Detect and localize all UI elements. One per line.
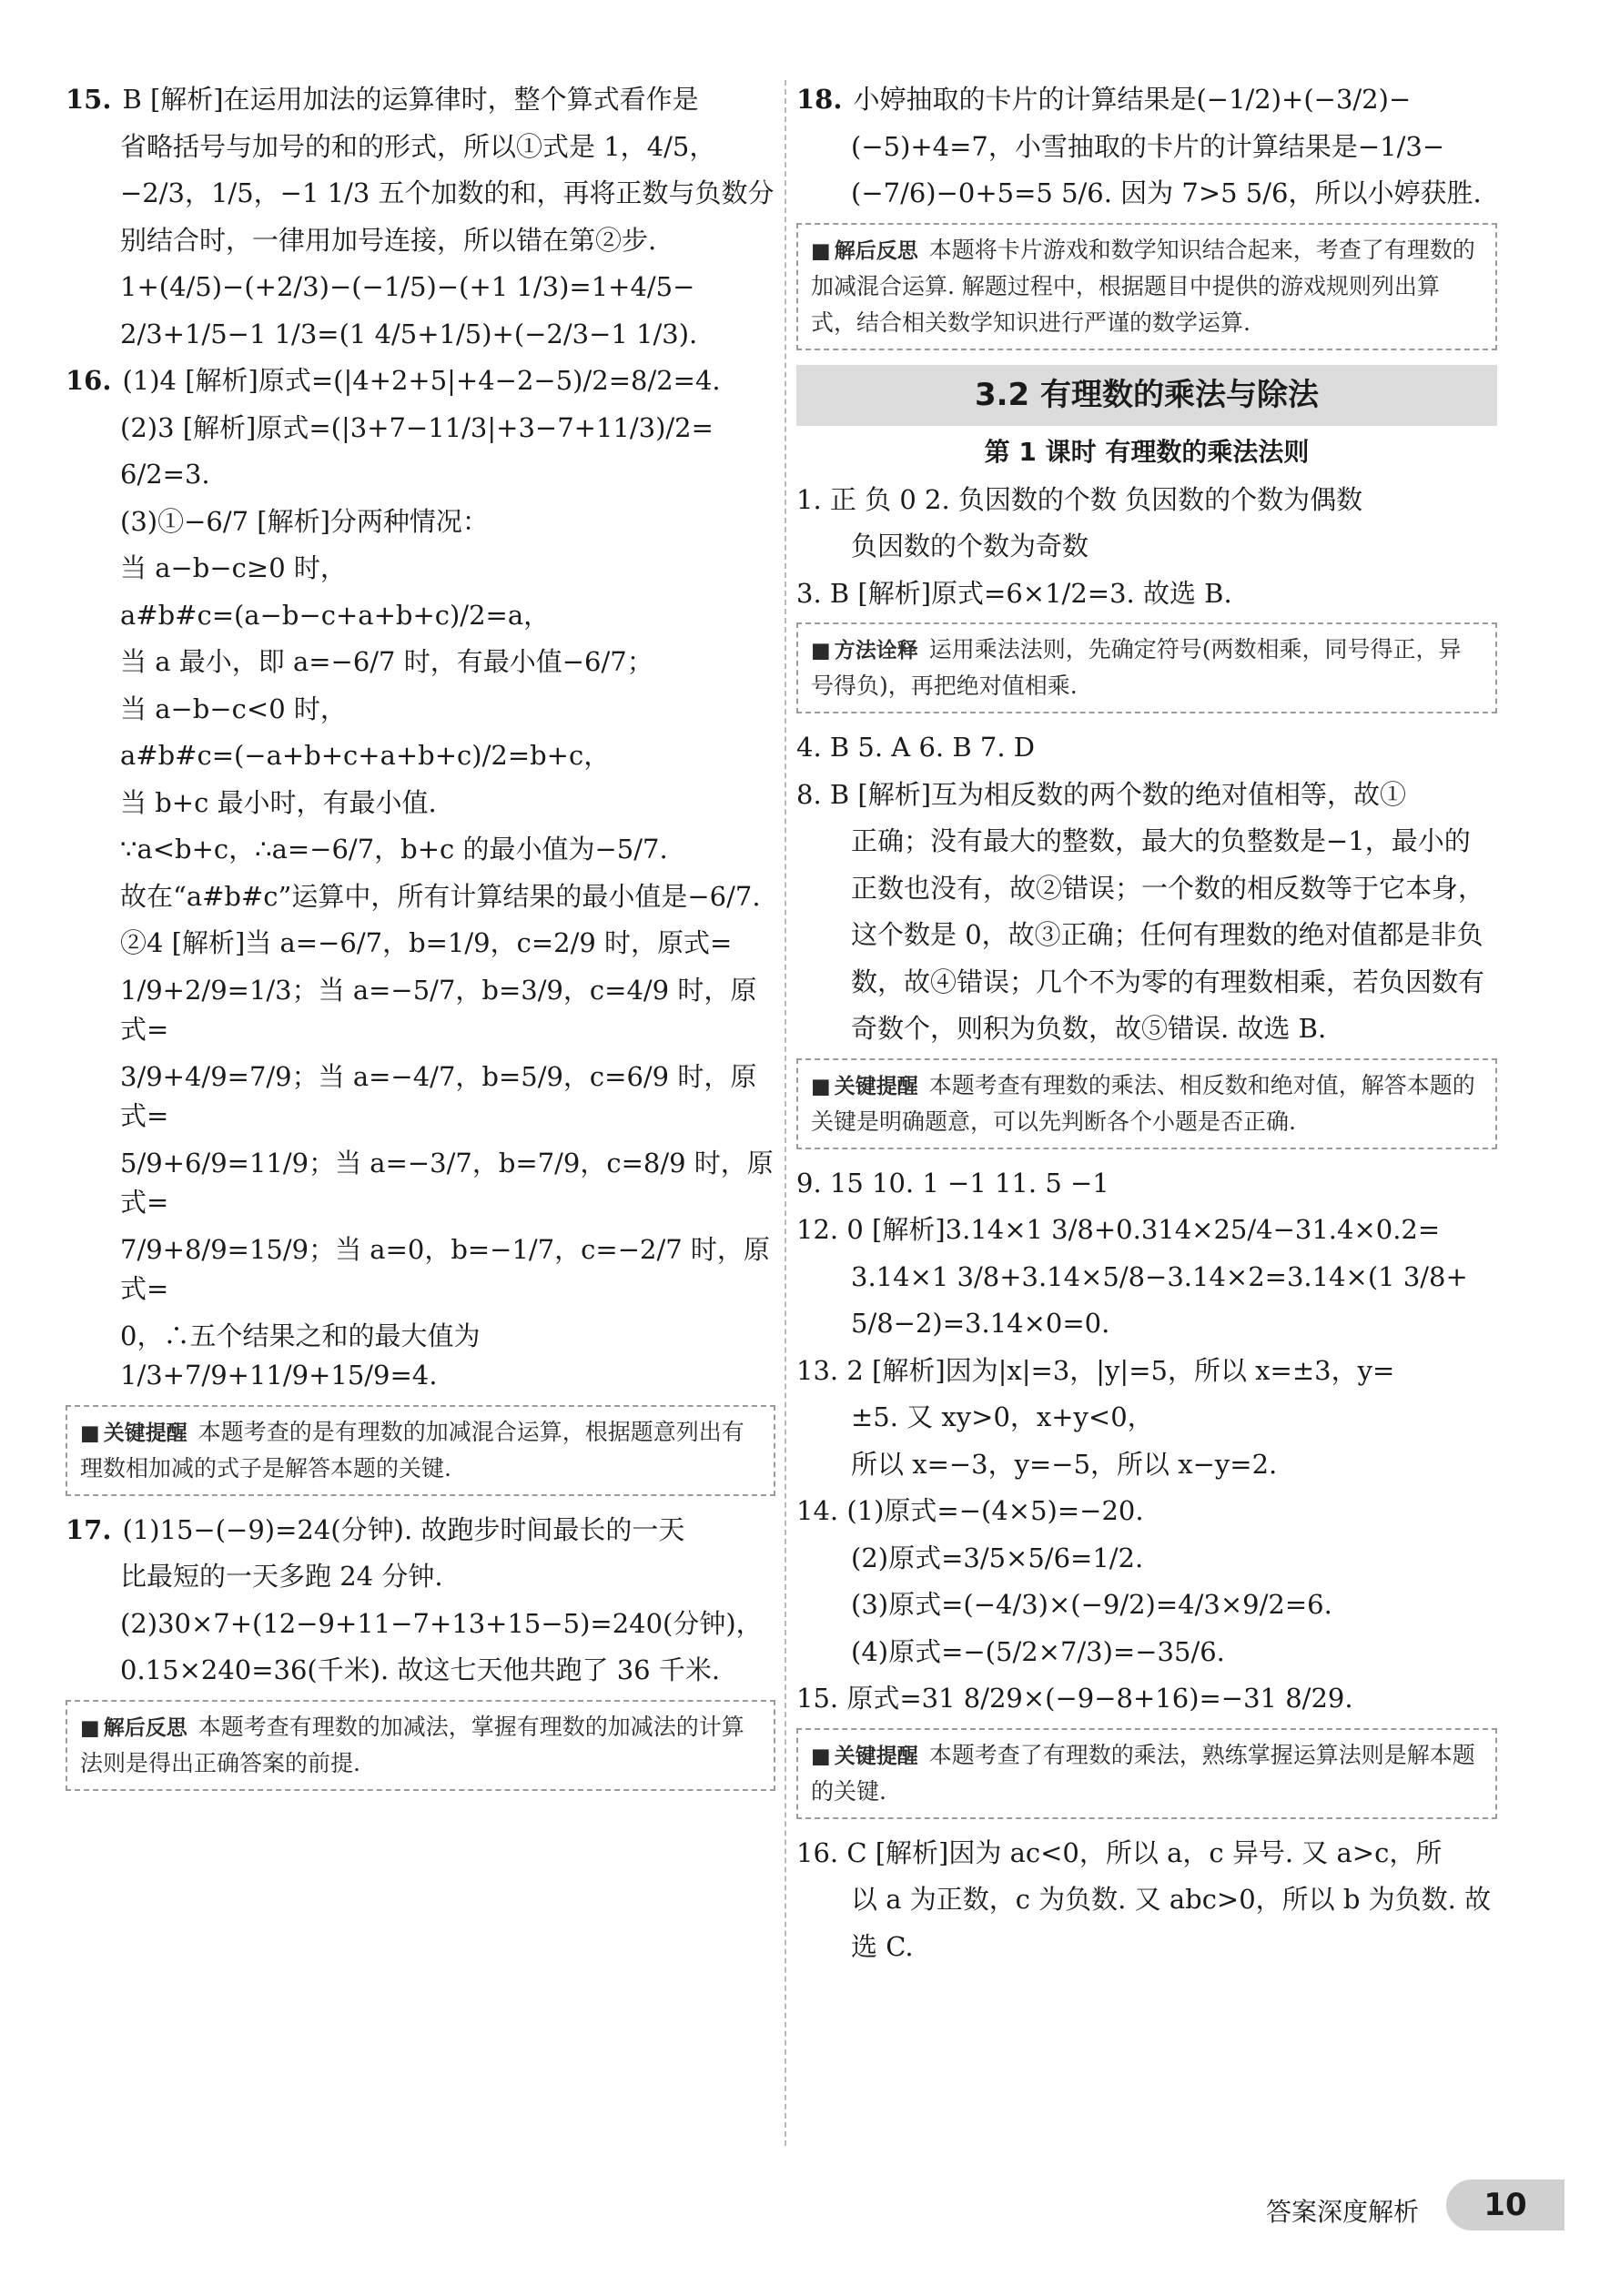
answer-13	[796, 1351, 1497, 1485]
answer-16-sum-line: ②4 [解析]当 a=−6/7，b=1/9，c=2/9 时，原式=	[120, 927, 733, 958]
answer-18	[796, 80, 1497, 350]
answer-18-line-1: 18. 小婷抽取的卡片的计算结果是(−1/2)+(−3/2)−	[796, 84, 1412, 115]
tip-text: 本题将卡片游戏和数学知识结合起来，考查了有理数的加减混合运算. 解题过程中，根据题目中提供的游戏规则列出算式，结合相关数学知识进行严谨的数学运算.	[811, 236, 1475, 336]
question-number: 15.	[66, 84, 112, 115]
answer-16-sum-line: 1/9+2/9=1/3；当 a=−5/7，b=3/9，c=4/9 时，原式=	[120, 974, 757, 1045]
answer-13-line: 所以 x=−3，y=−5，所以 x−y=2.	[851, 1448, 1278, 1480]
answer-18-line-3: (−7/6)−0+5=5 5/6. 因为 7>5 5/6，所以小婷获胜.	[851, 177, 1482, 208]
answer-16-part-3: (3)①−6/7 [解析]分两种情况：	[120, 505, 489, 537]
answer-16-sum-line: 0，∴五个结果之和的最大值为 1/3+7/9+11/9+15/9=4.	[120, 1320, 481, 1391]
answer-9-11: 9. 15 10. 1 −1 11. 5 −1	[796, 1167, 1109, 1199]
answer-8-line: 8. B [解析]互为相反数的两个数的绝对值相等，故①	[796, 778, 1407, 810]
answer-16-right-line: 16. C [解析]因为 ac<0，所以 a，c 异号. 又 a>c，所	[796, 1836, 1443, 1868]
footer-title: 答案深度解析	[1265, 2197, 1419, 2227]
answer-16-sum-line: 5/9+6/9=11/9；当 a=−3/7，b=7/9，c=8/9 时，原式=	[120, 1147, 774, 1218]
answer-16	[66, 361, 775, 1496]
tip-label: ■ 关键提醒	[811, 1740, 918, 1774]
tip-label: ■ 关键提醒	[80, 1417, 187, 1451]
tip-text: 本题考查有理数的乘法、相反数和绝对值，解答本题的关键是明确题意，可以先判断各个小题是否正确.	[811, 1071, 1475, 1135]
question-number: 18.	[796, 84, 843, 115]
answer-14-line: 14. (1)原式=−(4×5)=−20.	[796, 1495, 1144, 1526]
answer-3: 3. B [解析]原式=6×1/2=3. 故选 B.	[796, 577, 1232, 609]
tip-text: 本题考查了有理数的乘法，熟练掌握运算法则是解本题的关键.	[811, 1741, 1475, 1805]
tip-label: ■ 关键提醒	[811, 1070, 918, 1104]
answer-8-line: 正确；没有最大的整数，最大的负整数是−1，最小的	[851, 825, 1471, 856]
answer-16-case-line: ∵a<b+c，∴a=−6/7，b+c 的最小值为−5/7.	[120, 834, 668, 865]
key-reminder-box	[796, 1728, 1497, 1819]
answer-2-continued: 负因数的个数为奇数	[851, 531, 1089, 561]
answer-4-7: 4. B 5. A 6. B 7. D	[796, 732, 1036, 763]
answer-17-line-1: 17. (1)15−(−9)=24(分钟). 故跑步时间最长的一天	[66, 1513, 685, 1545]
answer-14-line: (2)原式=3/5×5/6=1/2.	[851, 1542, 1144, 1573]
reflection-box	[66, 1700, 775, 1791]
answer-16-part-1: 16. (1)4 [解析]原式=(|4+2+5|+4−2−5)/2=8/2=4.	[66, 365, 721, 396]
section-title: 3.2 有理数的乘法与除法	[796, 365, 1497, 426]
answer-16-sum-line: 7/9+8/9=15/9；当 a=0，b=−1/7，c=−2/7 时，原式=	[120, 1233, 770, 1304]
reflection-box	[796, 223, 1497, 350]
answer-16-sum-line: 3/9+4/9=7/9；当 a=−4/7，b=5/9，c=6/9 时，原式=	[120, 1060, 757, 1131]
answer-14-line: (4)原式=−(5/2×7/3)=−35/6.	[851, 1635, 1225, 1667]
question-number: 16.	[66, 365, 112, 396]
key-reminder-box	[796, 1058, 1497, 1149]
answer-17	[66, 1511, 775, 1791]
answer-16-right	[796, 1834, 1497, 1967]
answer-17-line-4: 0.15×240=36(千米). 故这七天他共跑了 36 千米.	[120, 1654, 721, 1685]
answer-16-case-line: 当 b+c 最小时，有最小值.	[120, 786, 437, 818]
answer-12-line: 12. 0 [解析]3.14×1 3/8+0.314×25/4−31.4×0.2=	[796, 1214, 1441, 1245]
answer-16-part-2: (2)3 [解析]原式=(|3+7−11/3|+3−7+11/3)/2=	[120, 411, 714, 443]
tip-text: 本题考查有理数的加减法，掌握有理数的加减法的计算法则是得出正确答案的前提.	[80, 1713, 744, 1776]
answer-16-case-line: a#b#c=(a−b−c+a+b+c)/2=a，	[120, 599, 551, 631]
answer-14	[796, 1492, 1497, 1672]
answer-15-line-3: −2/3，1/5，−1 1/3 五个加数的和，再将正数与负数分	[120, 177, 775, 208]
method-box	[796, 622, 1497, 713]
answer-16-case-line: 当 a−b−c≥0 时，	[120, 552, 347, 583]
answer-16-case-line: 故在“a#b#c”运算中，所有计算结果的最小值是−6/7.	[120, 880, 761, 912]
answer-8-line: 这个数是 0，故③正确；任何有理数的绝对值都是非负	[851, 919, 1483, 950]
answer-16-right-line: 以 a 为正数，c 为负数. 又 abc>0，所以 b 为负数. 故	[851, 1884, 1492, 1915]
column-divider	[785, 80, 786, 2146]
answer-15-line-6: 2/3+1/5−1 1/3=(1 4/5+1/5)+(−2/3−1 1/3).	[120, 318, 698, 349]
answer-15-line-4: 别结合时，一律用加号连接，所以错在第②步.	[120, 224, 657, 256]
answer-13-line: ±5. 又 xy>0，x+y<0，	[851, 1401, 1154, 1432]
tip-label: ■ 解后反思	[811, 235, 918, 268]
tip-text: 本题考查的是有理数的加减混合运算，根据题意列出有理数相加减的式子是解答本题的关键.	[80, 1418, 744, 1482]
answer-1-2: 1. 正 负 0 2. 负因数的个数 负因数的个数为偶数	[796, 483, 1363, 515]
page-number: 10	[1446, 2180, 1564, 2230]
answer-15-right: 15. 原式=31 8/29×(−9−8+16)=−31 8/29.	[796, 1683, 1353, 1714]
answer-8	[796, 775, 1497, 1149]
answer-16-case-line: a#b#c=(−a+b+c+a+b+c)/2=b+c，	[120, 740, 611, 771]
answer-14-line: (3)原式=(−4/3)×(−9/2)=4/3×9/2=6.	[851, 1589, 1332, 1620]
lesson-title: 第 1 课时 有理数的乘法法则	[984, 436, 1310, 467]
answer-17-line-3: (2)30×7+(12−9+11−7+13+15−5)=240(分钟)，	[120, 1607, 763, 1639]
answer-18-line-2: (−5)+4=7，小雪抽取的卡片的计算结果是−1/3−	[851, 130, 1445, 162]
tip-label: ■ 方法诠释	[811, 634, 918, 668]
right-column	[796, 80, 1497, 1974]
answer-8-line: 奇数个，则积为负数，故⑤错误. 故选 B.	[851, 1013, 1327, 1044]
question-number: 17.	[66, 1513, 112, 1545]
answer-15-line-5: 1+(4/5)−(+2/3)−(−1/5)−(+1 1/3)=1+4/5−	[120, 271, 695, 302]
answer-16-case-line: 当 a−b−c<0 时，	[120, 693, 347, 724]
answer-15	[66, 80, 775, 354]
answer-15-line-2: 省略括号与加号的和的形式，所以①式是 1，4/5，	[120, 130, 716, 162]
answer-13-line: 13. 2 [解析]因为|x|=3，|y|=5，所以 x=±3，y=	[796, 1354, 1395, 1386]
key-reminder-box	[66, 1405, 775, 1496]
answer-17-line-2: 比最短的一天多跑 24 分钟.	[120, 1561, 443, 1592]
answer-8-line: 正数也没有，故②错误；一个数的相反数等于它本身，	[851, 872, 1485, 904]
answer-15-line-1: 15. B [解析]在运用加法的运算律时，整个算式看作是	[66, 84, 699, 115]
answer-16-right-line: 选 C.	[851, 1930, 914, 1962]
answer-12-line: 5/8−2)=3.14×0=0.	[851, 1308, 1110, 1339]
answer-12-line: 3.14×1 3/8+3.14×5/8−3.14×2=3.14×(1 3/8+	[851, 1260, 1468, 1292]
left-column	[66, 80, 775, 1805]
answer-12	[796, 1210, 1497, 1344]
answer-16-case-line: 当 a 最小，即 a=−6/7 时，有最小值−6/7；	[120, 646, 653, 677]
tip-label: ■ 解后反思	[80, 1712, 187, 1745]
tip-text: 运用乘法法则，先确定符号(两数相乘，同号得正，异号得负)，再把绝对值相乘.	[811, 636, 1462, 699]
answer-8-line: 数，故④错误；几个不为零的有理数相乘，若负因数有	[851, 966, 1485, 997]
answer-16-part-2-result: 6/2=3.	[120, 459, 210, 490]
